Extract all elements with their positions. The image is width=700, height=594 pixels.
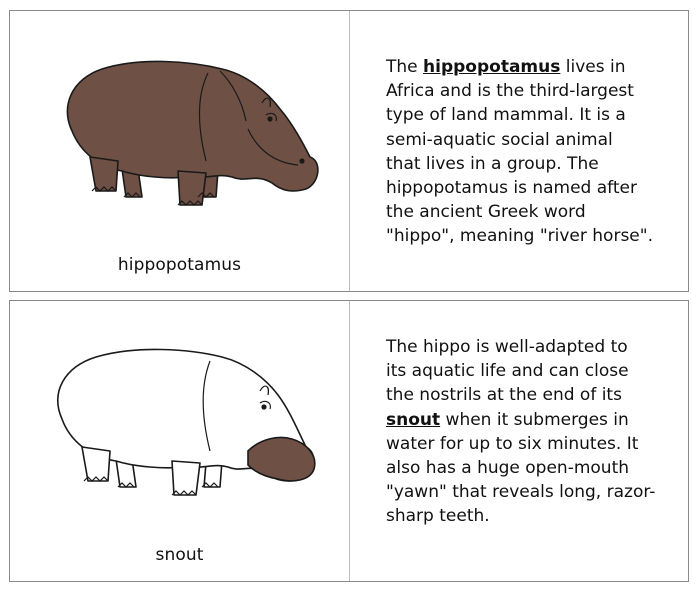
card-divider [349,11,350,291]
text-fragment: lives in [560,57,626,77]
card-description [386,55,676,249]
text-line: "yawn" that reveals long, razor- [386,482,656,503]
text-line: the ancient Greek word [386,202,586,223]
text-line: that lives in a group. The [386,153,599,174]
text-line [386,408,676,432]
picture-panel [10,11,349,291]
hippopotamus-illustration [10,11,349,251]
nomenclature-card-snout [9,300,689,582]
hippo-leg [172,461,200,495]
nomenclature-card-hippopotamus [9,10,689,292]
card-caption: snout [155,545,204,565]
text-line: water for up to six minutes. It [386,433,639,454]
text-line: its aquatic life and can close [386,361,629,382]
card-divider [349,301,350,581]
card-description [386,335,676,529]
keyword-hippopotamus: hippopotamus [423,57,561,77]
keyword-snout: snout [386,409,441,430]
picture-panel [10,301,349,581]
text-line: "hippo", meaning "river horse". [386,226,653,247]
hippo-leg [90,157,118,191]
text-line: semi-aquatic social animal [386,129,613,150]
text-line: type of land mammal. It is a [386,105,626,126]
text-fragment: The [386,57,424,77]
text-line: The hippo is well-adapted to [386,337,628,357]
snout-illustration [10,301,349,541]
text-line: hippopotamus is named after [386,178,637,199]
text-line: the nostrils at the end of its [386,385,622,406]
text-line: sharp teeth. [386,506,490,527]
hippo-leg [178,171,206,205]
text-line: Africa and is the third-largest [386,81,634,102]
text-line: also has a huge open-mouth [386,458,630,479]
text-line [386,55,676,79]
hippo-leg [82,447,110,481]
card-caption: hippopotamus [117,255,242,275]
text-fragment: when it submerges in [440,409,629,430]
